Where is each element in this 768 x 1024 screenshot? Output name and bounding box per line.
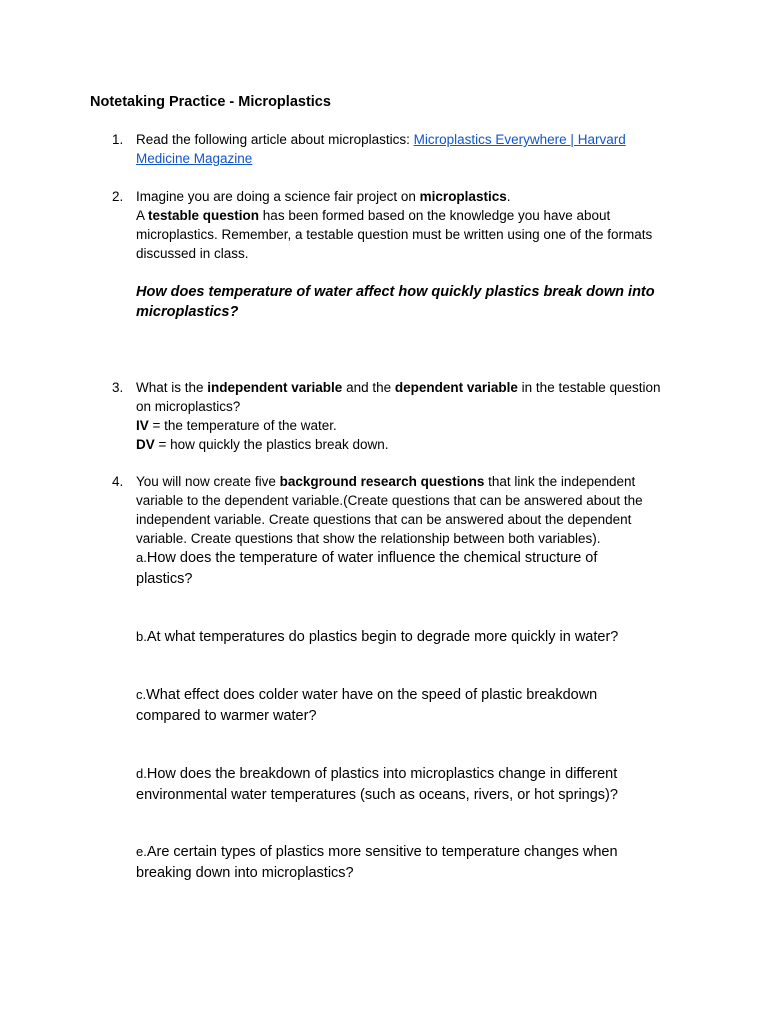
- dv-answer: = how quickly the plastics break down.: [154, 437, 389, 452]
- research-question-d: [136, 763, 684, 806]
- document-title: Notetaking Practice - Microplastics: [90, 94, 331, 110]
- item-text: discussed in class.: [136, 246, 249, 261]
- question-letter: e.: [136, 844, 147, 859]
- iv-answer: = the temperature of the water.: [148, 418, 337, 433]
- dv-label: DV: [136, 437, 155, 452]
- list-item-science-fair: [136, 187, 684, 263]
- question-text: environmental water temperatures (such as oceans, rivers, or hot springs)?: [136, 787, 618, 803]
- item-number: 2.: [112, 189, 124, 204]
- question-text: How does temperature of water affect how quickly plastics break down into: [136, 284, 655, 300]
- list-item-variables: [136, 378, 684, 454]
- item-number: 4.: [112, 474, 124, 489]
- bold-term: background research questions: [279, 474, 485, 489]
- bold-term: dependent variable: [394, 380, 518, 395]
- item-text: that link the independent: [484, 474, 636, 489]
- question-text: plastics?: [136, 571, 193, 587]
- question-letter: b.: [136, 629, 147, 644]
- item-text: independent variable. Create questions that can be answered about the dependent: [136, 512, 632, 527]
- question-text: breaking down into microplastics?: [136, 865, 354, 881]
- question-text: How does the breakdown of plastics into microplastics change in different: [146, 766, 618, 782]
- question-text: compared to warmer water?: [136, 708, 317, 724]
- iv-label: IV: [136, 418, 149, 433]
- item-text: has been formed based on the knowledge you have about: [259, 208, 611, 223]
- question-text: How does the temperature of water influence the chemical structure of: [146, 550, 598, 566]
- question-letter: c.: [136, 687, 147, 702]
- item-text: on microplastics?: [136, 399, 241, 414]
- item-text: A: [136, 208, 149, 223]
- item-number: 3.: [112, 380, 124, 395]
- question-text: What effect does colder water have on the speed of plastic breakdown: [146, 687, 598, 703]
- item-text: Read the following article about microplastics:: [136, 132, 414, 147]
- question-letter: d.: [136, 766, 147, 781]
- list-item-research-questions: [136, 472, 684, 548]
- bold-term: testable question: [148, 208, 260, 223]
- bold-term: microplastics: [419, 189, 507, 204]
- question-letter: a.: [136, 550, 147, 565]
- item-text: variable. Create questions that show the relationship between both variables).: [136, 531, 601, 546]
- list-item-article: [136, 130, 684, 168]
- article-link[interactable]: Microplastics Everywhere | Harvard: [413, 132, 626, 147]
- question-text: At what temperatures do plastics begin to degrade more quickly in water?: [146, 629, 619, 645]
- bold-term: independent variable: [207, 380, 343, 395]
- research-question-c: [136, 684, 684, 727]
- question-text: Are certain types of plastics more sensitive to temperature changes when: [146, 844, 618, 860]
- item-text: Imagine you are doing a science fair project on: [136, 189, 420, 204]
- item-text: variable to the dependent variable.(Create questions that can be answered about the: [136, 493, 643, 508]
- research-question-e: [136, 841, 684, 884]
- testable-question: [136, 282, 684, 322]
- item-text: in the testable question: [517, 380, 661, 395]
- item-text: .: [506, 189, 511, 204]
- item-number: 1.: [112, 132, 124, 147]
- item-text: microplastics. Remember, a testable question must be written using one of the formats: [136, 227, 653, 242]
- research-question-a: [136, 547, 684, 590]
- item-text: What is the: [136, 380, 208, 395]
- item-text: You will now create five: [136, 474, 280, 489]
- research-question-b: [136, 626, 684, 648]
- article-link-continued[interactable]: Medicine Magazine: [136, 151, 253, 166]
- question-text: microplastics?: [136, 304, 239, 320]
- item-text: and the: [342, 380, 395, 395]
